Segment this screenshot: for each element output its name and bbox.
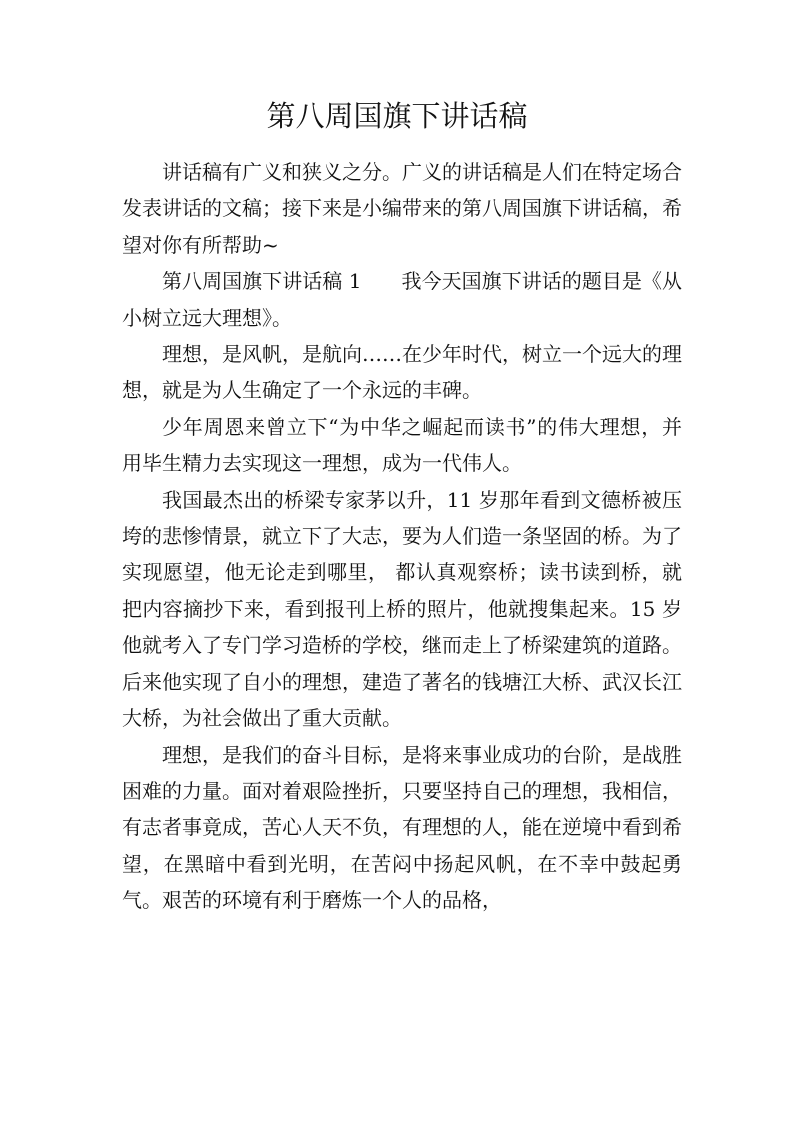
paragraph-ideal-goal: 理想，是我们的奋斗目标，是将来事业成功的台阶，是战胜困难的力量。面对着艰险挫折，只要坚持自己的理想，我相信，有志者事竟成，苦心人天不负，有理想的人，能在逆境中看到希望，在黑暗中看到光明，在苦闷中扬起风帆，在不幸中鼓起勇气。艰苦的环境有利于磨炼一个人的品格， bbox=[122, 742, 682, 913]
paragraph-speech-heading: 第八周国旗下讲话稿 1 我今天国旗下讲话的题目是《从小树立远大理想》。 bbox=[122, 269, 682, 330]
paragraph-mao-yisheng: 我国最杰出的桥梁专家茅以升，11 岁那年看到文德桥被压垮的悲惨情景，就立下了大志，要为人们造一条坚固的桥。为了实现愿望，他无论走到哪里， 都认真观察桥；读书读到桥，就把内容摘抄下来，看到报刊上桥的照片，他就搜集起来。15 岁他就考入了专门学习造桥的学校，继而走上了桥梁建筑的道路。后来他实现了自小的理想，建造了著名的钱塘江大桥、武汉长江大桥，为社会做出了重大贡献。 bbox=[122, 487, 682, 731]
paragraph-intro: 讲话稿有广义和狭义之分。广义的讲话稿是人们在特定场合发表讲话的文稿；接下来是小编带来的第八周国旗下讲话稿，希望对你有所帮助~ bbox=[122, 160, 682, 257]
document-body bbox=[122, 154, 682, 919]
paragraph-zhou-enlai: 少年周恩来曾立下“为中华之崛起而读书”的伟大理想，并用毕生精力去实现这一理想，成为一代伟人。 bbox=[122, 414, 682, 476]
paragraph-ideal-sail: 理想，是风帆，是航向……在少年时代，树立一个远大的理想，就是为人生确定了一个永远的丰碑。 bbox=[122, 342, 682, 403]
document-title: 第八周国旗下讲话稿 bbox=[266, 99, 528, 133]
